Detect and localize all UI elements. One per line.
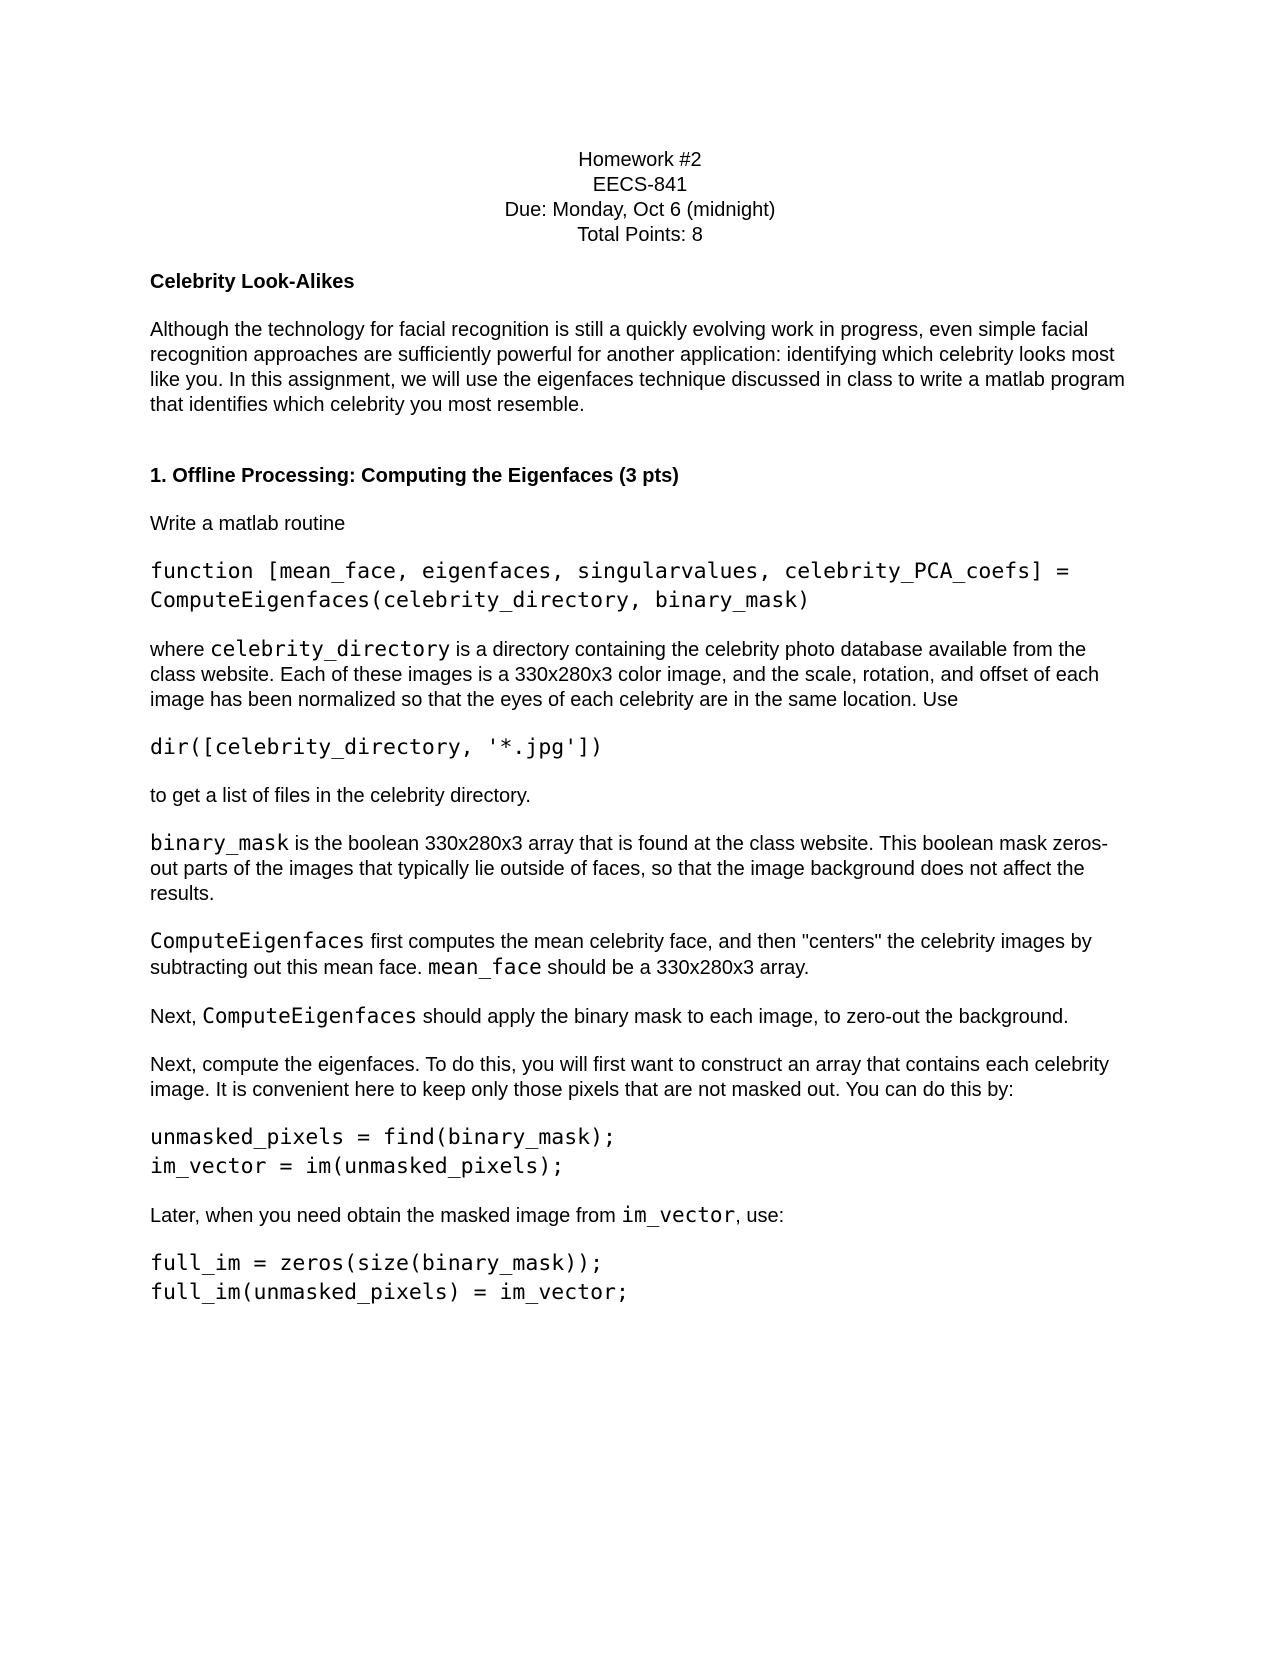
where-prefix: where	[150, 639, 211, 661]
later-prefix: Later, when you need obtain the masked image from	[150, 1205, 622, 1227]
full-im-code-line2: full_im(unmasked_pixels) = im_vector;	[150, 1280, 629, 1305]
celebrity-directory-code: celebrity_directory	[210, 637, 451, 661]
full-im-code-block	[150, 1249, 1130, 1307]
next-mask-text: should apply the binary mask to each image, to zero-out the background.	[417, 1006, 1069, 1028]
later-suffix: , use:	[735, 1205, 785, 1227]
later-paragraph	[150, 1203, 1130, 1229]
part1-heading: 1. Offline Processing: Computing the Eigenfaces (3 pts)	[150, 465, 679, 487]
dir-after-text: to get a list of files in the celebrity directory.	[150, 785, 531, 807]
course-code: EECS-841	[592, 174, 688, 196]
compute-eigenfaces-code: ComputeEigenfaces	[150, 929, 365, 953]
next-mask-code: ComputeEigenfaces	[202, 1004, 418, 1028]
where-text: is a directory containing the celebrity photo database available from the class website. Each of these images is a 330x280x3 color image, and the scale, rotation, and offset of each image has been normalized so that the eyes of each celebrity are in the same location. Use	[150, 639, 1100, 711]
document-header	[150, 148, 1130, 248]
binary-mask-text: is the boolean 330x280x3 array that is found at the class website. This boolean mask zeros-out parts of the images that typically lie outside of faces, so that the image background does not affect the results.	[150, 833, 1109, 905]
unmask-code-block	[150, 1123, 1130, 1181]
document-page	[150, 148, 1130, 1307]
binary-mask-paragraph	[150, 831, 1130, 907]
write-routine-text: Write a matlab routine	[150, 513, 346, 535]
function-signature	[150, 557, 1130, 615]
next-mask-paragraph	[150, 1004, 1130, 1030]
unmask-code-line1: unmasked_pixels = find(binary_mask);	[150, 1125, 616, 1150]
function-signature-line1: function [mean_face, eigenfaces, singularvalues, celebrity_PCA_coefs] =	[150, 559, 1070, 584]
intro-paragraph: Although the technology for facial recognition is still a quickly evolving work in progress, even simple facial recognition approaches are sufficiently powerful for another application: identifying which celebrity looks most like you. In this assignment, we will use the eigenfaces technique discussed in class to write a matlab program that identifies which celebrity you most resemble.	[150, 319, 1125, 416]
compute-eigenfaces-text1: first computes the mean celebrity face, and then "centers" the celebrity images by subtracting out this mean face.	[150, 931, 1092, 979]
function-signature-line2: ComputeEigenfaces(celebrity_directory, binary_mask)	[150, 588, 811, 613]
next-mask-prefix: Next,	[150, 1006, 203, 1028]
due-date: Due: Monday, Oct 6 (midnight)	[504, 199, 776, 221]
next-eigenfaces-paragraph: Next, compute the eigenfaces. To do this, you will first want to construct an array that contains each celebrity image. It is convenient here to keep only those pixels that are not masked out. You can do this by:	[150, 1054, 1110, 1101]
compute-eigenfaces-paragraph	[150, 929, 1130, 981]
unmask-code-line2: im_vector = im(unmasked_pixels);	[150, 1154, 565, 1179]
section-title: Celebrity Look-Alikes	[150, 271, 355, 293]
compute-eigenfaces-text2: should be a 330x280x3 array.	[541, 957, 810, 979]
where-paragraph	[150, 637, 1130, 713]
im-vector-code: im_vector	[621, 1203, 736, 1227]
full-im-code-line1: full_im = zeros(size(binary_mask));	[150, 1251, 604, 1276]
total-points: Total Points: 8	[577, 224, 703, 246]
homework-title: Homework #2	[578, 149, 702, 171]
binary-mask-code: binary_mask	[150, 831, 290, 855]
mean-face-code: mean_face	[427, 955, 542, 979]
dir-code: dir([celebrity_directory, '*.jpg'])	[150, 735, 604, 760]
